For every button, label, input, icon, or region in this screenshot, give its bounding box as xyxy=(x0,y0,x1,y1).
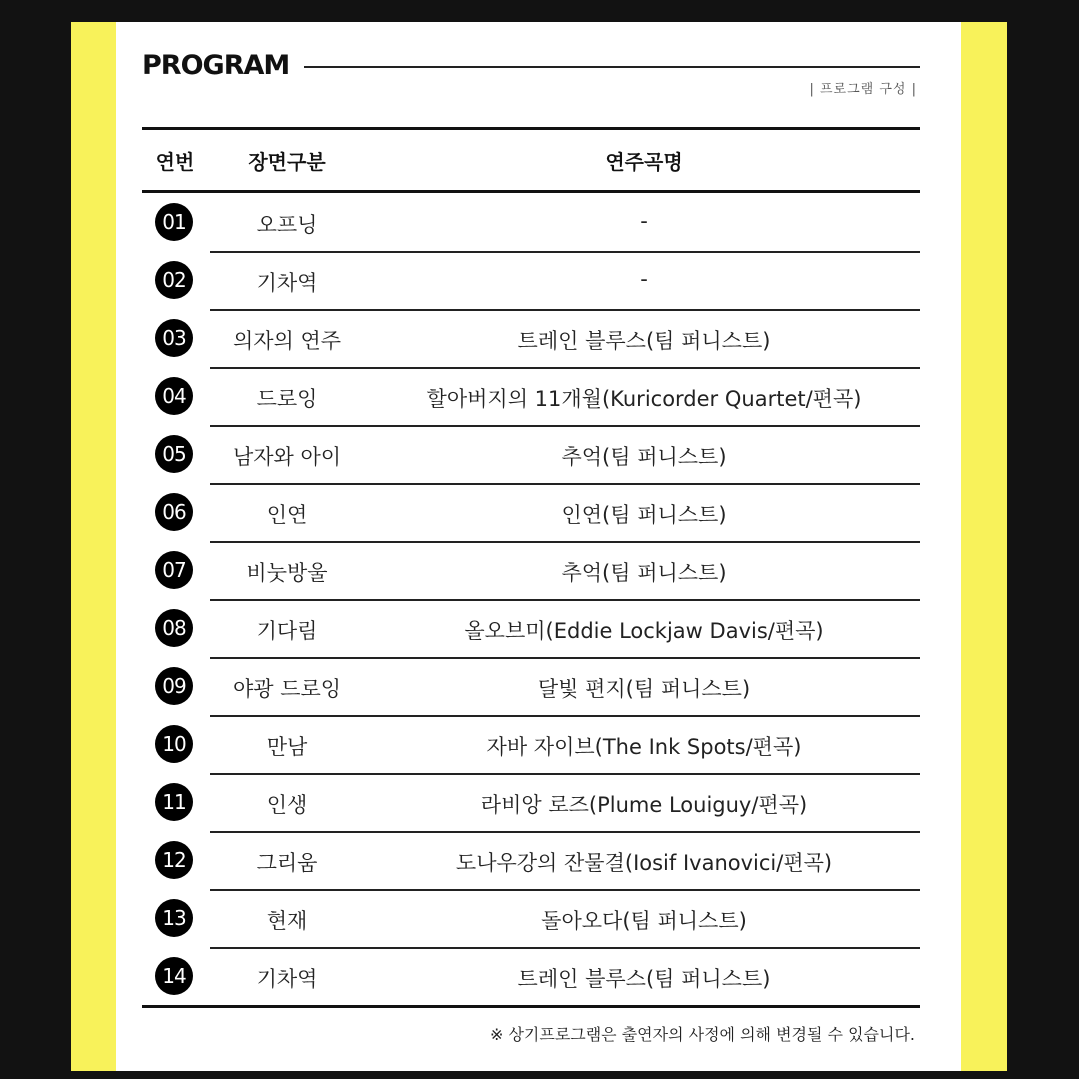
row-number-badge: 02 xyxy=(155,261,193,299)
row-song: 올오브미(Eddie Lockjaw Davis/편곡) xyxy=(464,619,824,643)
table-row xyxy=(142,889,920,947)
row-scene: 의자의 연주 xyxy=(232,329,342,353)
row-number-badge: 14 xyxy=(155,957,193,995)
row-scene: 드로잉 xyxy=(256,387,318,411)
table-row xyxy=(142,541,920,599)
table-row xyxy=(142,309,920,367)
row-song: 추억(팀 퍼니스트) xyxy=(561,561,727,585)
row-scene: 비눗방울 xyxy=(246,561,328,585)
table-row xyxy=(142,773,920,831)
table-row xyxy=(142,599,920,657)
row-song: - xyxy=(640,209,648,233)
row-number-badge: 05 xyxy=(155,435,193,473)
row-scene: 기차역 xyxy=(256,271,318,295)
row-scene: 오프닝 xyxy=(256,213,318,237)
table-header xyxy=(142,127,920,190)
row-song: 도나우강의 잔물결(Iosif Ivanovici/편곡) xyxy=(455,851,833,875)
row-number-badge: 01 xyxy=(155,203,193,241)
row-song: 트레인 블루스(팀 퍼니스트) xyxy=(517,967,771,991)
row-scene: 현재 xyxy=(266,909,308,933)
row-song: 자바 자이브(The Ink Spots/편곡) xyxy=(486,735,802,759)
row-scene: 기다림 xyxy=(256,619,318,643)
row-number-badge: 09 xyxy=(155,667,193,705)
program-title: PROGRAM xyxy=(142,50,290,81)
row-song: 추억(팀 퍼니스트) xyxy=(561,445,727,469)
row-number-badge: 08 xyxy=(155,609,193,647)
footnote: ※ 상기프로그램은 출연자의 사정에 의해 변경될 수 있습니다. xyxy=(489,1025,915,1044)
row-number-badge: 04 xyxy=(155,377,193,415)
table-row xyxy=(142,831,920,889)
table-row xyxy=(142,483,920,541)
table-row xyxy=(142,947,920,1005)
row-song: 인연(팀 퍼니스트) xyxy=(561,503,727,527)
program-sheet xyxy=(116,22,961,1071)
table-row xyxy=(142,367,920,425)
row-scene: 야광 드로잉 xyxy=(232,677,342,701)
table-row xyxy=(142,190,920,251)
table-row xyxy=(142,715,920,773)
row-song: 달빛 편지(팀 퍼니스트) xyxy=(537,677,751,701)
row-scene: 인생 xyxy=(266,793,308,817)
column-header-song: 연주곡명 xyxy=(605,150,683,174)
table-row xyxy=(142,657,920,715)
row-number-badge: 11 xyxy=(155,783,193,821)
row-number-badge: 12 xyxy=(155,841,193,879)
row-scene: 만남 xyxy=(266,735,308,759)
table-row xyxy=(142,425,920,483)
row-number-badge: 07 xyxy=(155,551,193,589)
row-number-badge: 03 xyxy=(155,319,193,357)
column-header-number: 연번 xyxy=(155,150,195,174)
column-header-scene: 장면구분 xyxy=(248,150,326,174)
row-song: 돌아오다(팀 퍼니스트) xyxy=(541,909,747,933)
row-scene: 인연 xyxy=(266,503,308,527)
row-song: 할아버지의 11개월(Kuricorder Quartet/편곡) xyxy=(426,387,862,411)
row-number-badge: 13 xyxy=(155,899,193,937)
program-subtitle: | 프로그램 구성 | xyxy=(809,82,917,97)
row-song: - xyxy=(640,267,648,291)
row-number-badge: 10 xyxy=(155,725,193,763)
table-row xyxy=(142,251,920,309)
row-scene: 그리움 xyxy=(256,851,318,875)
table-body xyxy=(142,190,920,1005)
program-table xyxy=(142,127,920,1008)
row-number-badge: 06 xyxy=(155,493,193,531)
table-bottom-rule xyxy=(142,1005,920,1008)
row-scene: 기차역 xyxy=(256,967,318,991)
row-scene: 남자와 아이 xyxy=(232,445,342,469)
row-song: 라비앙 로즈(Plume Louiguy/편곡) xyxy=(480,793,808,817)
row-song: 트레인 블루스(팀 퍼니스트) xyxy=(517,329,771,353)
title-rule xyxy=(304,66,920,68)
